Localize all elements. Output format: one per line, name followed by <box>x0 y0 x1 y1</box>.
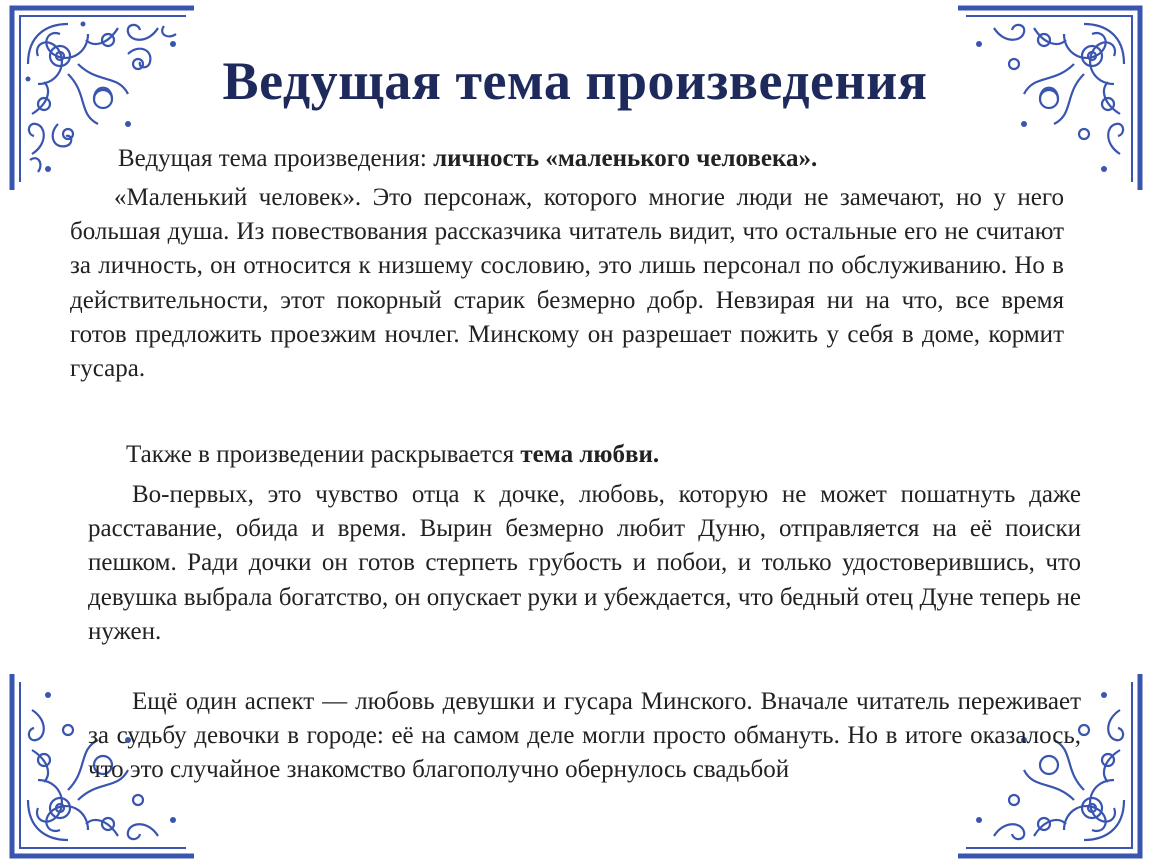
lead-prefix: Ведущая тема произведения: <box>118 145 427 172</box>
page-title: Ведущая тема произведения <box>222 51 928 111</box>
lead-line <box>118 142 817 176</box>
love-theme-line <box>126 438 659 472</box>
paragraph-text: «Маленький человек». Это персонаж, которого многие люди не замечают, но у него большая душа. Из повествования рассказчика читатель видит, что остальные его не считают за личность, он относится к низшему сословию, это лишь персонал по обслуживанию. Но в действительности, этот покорный старик безмерно добр. Невзирая ни на что, все время готов предложить проезжим ночлег. Минскому он разрешает пожить у себя в доме, кормит гусара. <box>70 184 1064 383</box>
lead-bold-topic: личность «маленького человека». <box>433 145 818 172</box>
paragraph-girl-hussar-love <box>88 685 1081 788</box>
paragraph-text: Ещё один аспект — любовь девушки и гусара Минского. Вначале читатель переживает за судьбу девочки в городе: её на самом деле могли просто обмануть. Но в итоге оказалось, что это случайное знакомство благополучно обернулось свадьбой <box>88 688 1081 784</box>
paragraph-father-love <box>88 478 1081 649</box>
paragraph-little-man <box>70 181 1064 386</box>
love-bold-topic: тема любви. <box>520 441 660 468</box>
paragraph-text: Во-первых, это чувство отца к дочке, любовь, которую не может пошатнуть даже расставание, обида и время. Вырин безмерно любит Дуню, отправляется на её поиски пешком. Ради дочки он готов стерпеть грубость и побои, и только удостоверившись, что девушка выбрала богатство, он опускает руки и убеждается, что бедный отец Дуне теперь не нужен. <box>88 481 1081 645</box>
love-prefix: Также в произведении раскрывается <box>126 441 515 468</box>
